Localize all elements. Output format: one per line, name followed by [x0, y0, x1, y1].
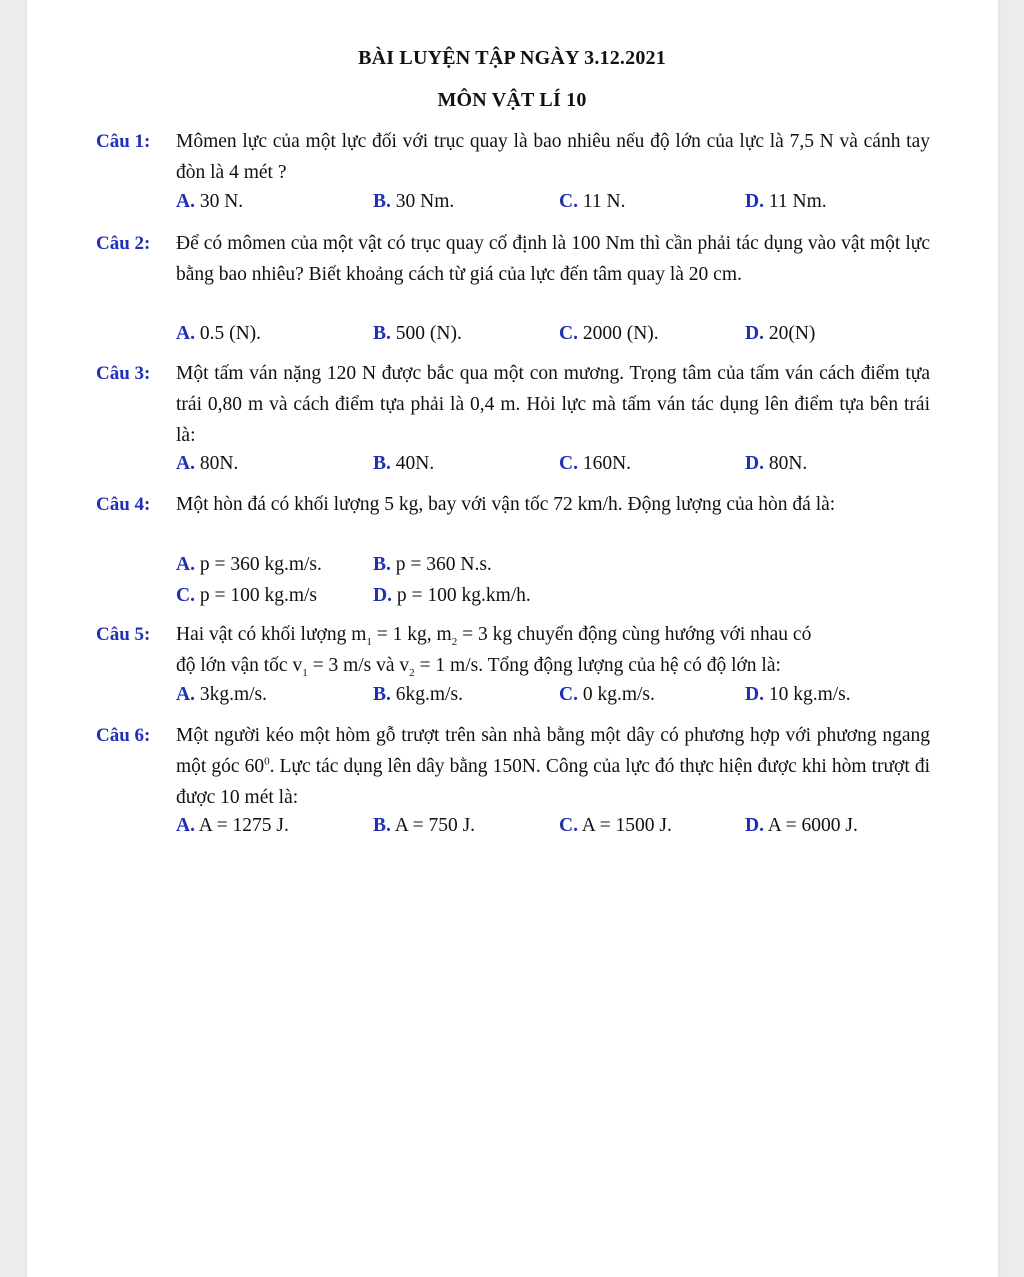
answer-options-row-2 — [176, 580, 936, 611]
option-d: D. A = 6000 J. — [745, 815, 858, 836]
answer-options — [176, 318, 936, 349]
question-label: Câu 4: — [96, 494, 151, 515]
document-subtitle: MÔN VẬT LÍ 10 — [437, 89, 587, 111]
option-c: C. A = 1500 J. — [559, 815, 672, 836]
option-c: C. 2000 (N). — [559, 323, 659, 344]
option-b: B. 40N. — [373, 453, 435, 474]
option-a: A. p = 360 kg.m/s. — [176, 554, 322, 575]
option-d: D. p = 100 kg.km/h. — [373, 585, 531, 606]
option-a: A. A = 1275 J. — [176, 815, 289, 836]
question-label: Câu 5: — [96, 624, 151, 645]
option-c: C. 11 N. — [559, 191, 626, 212]
option-b: B. p = 360 N.s. — [373, 554, 492, 575]
option-c: C. p = 100 kg.m/s — [176, 585, 318, 606]
answer-options — [176, 448, 936, 479]
option-a: A. 3kg.m/s. — [176, 684, 268, 705]
option-b: B. 30 Nm. — [373, 191, 455, 212]
question-label: Câu 6: — [96, 725, 151, 746]
option-a: A. 0.5 (N). — [176, 323, 262, 344]
option-d: D. 80N. — [745, 453, 808, 474]
question-text: Một hòn đá có khối lượng 5 kg, bay với vận tốc 72 km/h. Động lượng của hòn đá là: — [176, 494, 836, 515]
option-a: A. 80N. — [176, 453, 239, 474]
option-b: B. A = 750 J. — [373, 815, 476, 836]
option-d: D. 11 Nm. — [745, 191, 827, 212]
question-label: Câu 2: — [96, 233, 151, 254]
option-b: B. 6kg.m/s. — [373, 684, 463, 705]
question-text: Hai vật có khối lượng $m_1 = 1$ kg, $m_2 = 3$ kg chuyển động cùng hướng với nhau có độ lớn vận tốc $v_1 = 3$ m/s và $v_2 = 1$ m/s. Tổng động lượng của hệ có độ lớn là: — [176, 624, 812, 679]
answer-options — [176, 186, 936, 217]
question-text: Một người kéo một hòm gỗ trượt trên sàn nhà bằng một dây có phương hợp với phương ngang một góc $60^0$. Lực tác dụng lên dây bằng 150N. Công của lực đó thực hiện được khi hòm trượt đi được 10 mét là: — [176, 725, 930, 808]
answer-options — [176, 679, 936, 710]
option-b: B. 500 (N). — [373, 323, 462, 344]
question-text: Mômen lực của một lực đối với trục quay là bao nhiêu nếu độ lớn của lực là 7,5 N và cánh tay đòn là 4 mét ? — [176, 131, 930, 183]
option-d: D. 20(N) — [745, 323, 816, 344]
question-label: Câu 3: — [96, 363, 151, 384]
option-c: C. 160N. — [559, 453, 632, 474]
document-title: BÀI LUYỆN TẬP NGÀY 3.12.2021 — [358, 47, 666, 69]
question-text: Một tấm ván nặng 120 N được bắc qua một con mương. Trọng tâm của tấm ván cách điểm tựa trái 0,80 m và cách điểm tựa phải là 0,4 m. Hỏi lực mà tấm ván tác dụng lên điểm tựa bên trái là: — [176, 363, 930, 446]
option-c: C. 0 kg.m/s. — [559, 684, 655, 705]
answer-options-row-1 — [176, 549, 936, 580]
option-a: A. 30 N. — [176, 191, 244, 212]
answer-options — [176, 810, 936, 841]
question-label: Câu 1: — [96, 131, 151, 152]
question-text: Để có mômen của một vật có trục quay cố định là 100 Nm thì cần phải tác dụng vào vật một lực bằng bao nhiêu? Biết khoảng cách từ giá của lực đến tâm quay là 20 cm. — [176, 233, 930, 285]
option-d: D. 10 kg.m/s. — [745, 684, 851, 705]
